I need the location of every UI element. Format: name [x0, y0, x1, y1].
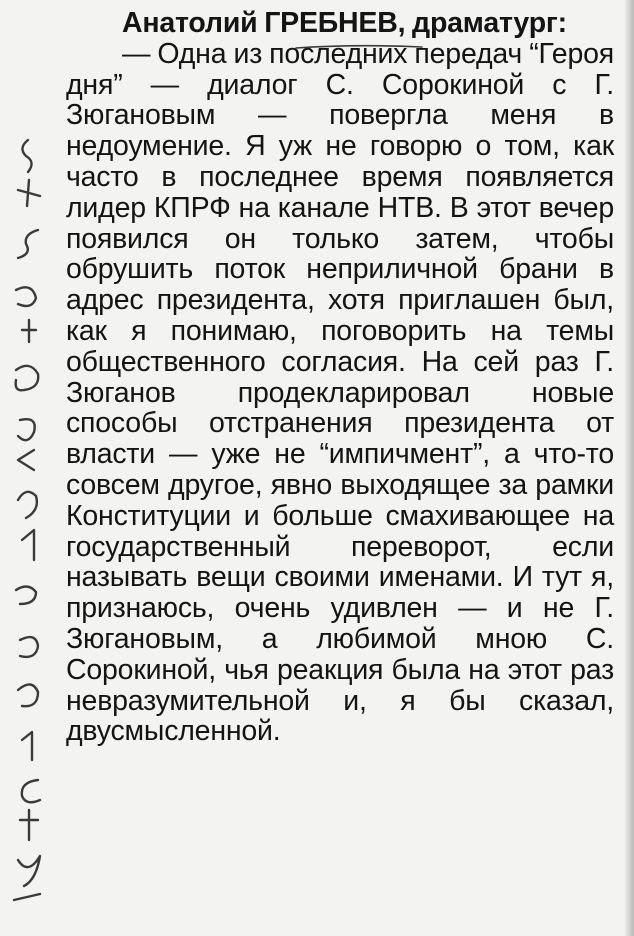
article-text — [66, 8, 614, 747]
article-body: — Одна из последних передач “Героя дня” — диалог С. Сорокиной с Г. Зюгановым — повергла меня в недоумение. Я уж не говорю о том, как часто в последнее время появляется лидер КПРФ на канале НТВ. В этот вечер появился он только затем, чтобы обрушить поток неприличной брани в адрес президента, хотя приглашен был, как я понимаю, поговорить на темы общественного согласия. На сей раз Г. Зюганов продекларировал новые способы отстранения президента от власти — уже не “импичмент”, а что-то совсем другое, явно выходящее за рамки Конституции и больше смахивающее на государственный переворот, если называть вещи своими именами. И тут я, признаюсь, очень удивлен — и не Г. Зюгановым, а любимой мною С. Сорокиной, чья реакция была на этот раз невразумительной и, я бы сказал, двусмысленной. — [66, 37, 614, 748]
pencil-underline — [294, 44, 424, 50]
article — [66, 8, 614, 747]
author-line: Анатолий ГРЕБНЕВ, драматург: — [122, 7, 567, 39]
handwritten-margin-note — [0, 120, 58, 920]
handwritten-note-drawing — [0, 120, 58, 920]
fold-shadow — [624, 0, 634, 936]
